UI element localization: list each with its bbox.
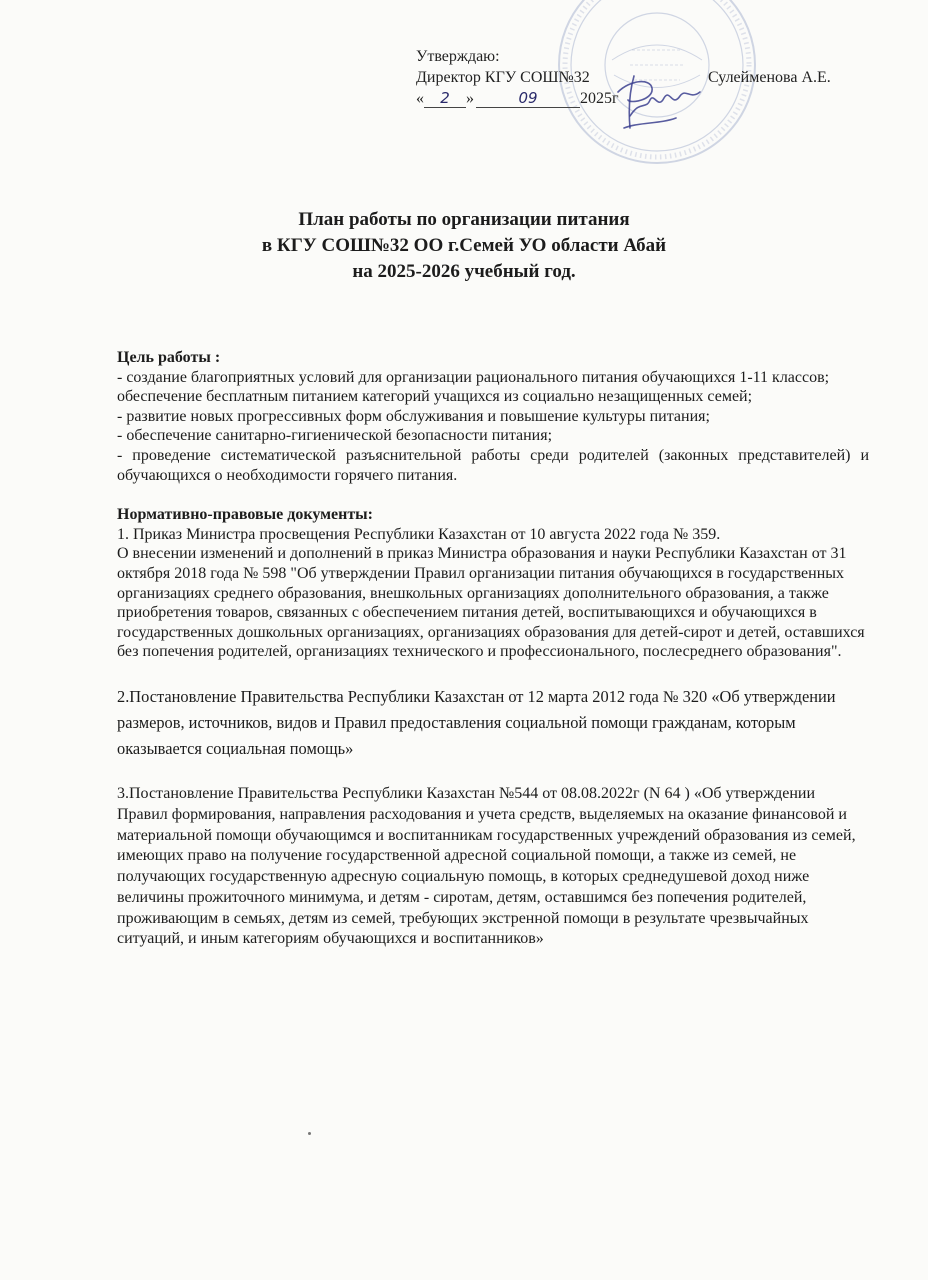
approver-position: Директор КГУ СОШ№32 [416,69,590,86]
approver-name: Сулейменова А.Е. [708,69,831,86]
regulatory-docs-section [117,505,869,950]
doc-1-body: О внесении изменений и дополнений в приказ Министра образования и науки Республики Казахстан от 31 октября 2018 года № 598 "Об утверждении Правил организации питания обучающихся в государственных организациях среднего образования, внешкольных организациях дополнительного образования, а также приобретения товаров, связанных с обеспечением питания детей, воспитывающихся и обучающихся в государственных дошкольных организациях, организациях образования для детей-сирот и детей, оставшихся без попечения родителей, организациях технического и профессионального, послесреднего образования". [117,545,865,661]
date-close-quote: » [466,90,474,107]
approval-date-row [416,88,886,109]
title-line-2: в КГУ СОШ№32 ОО г.Семей УО области Абай [261,235,667,256]
approver-position-row [416,67,886,88]
goal-heading: Цель работы : [117,349,221,366]
doc-3: 3.Постановление Правительства Республики Казахстан №544 от 08.08.2022г (N 64 ) «Об утверждении Правил формирования, направления расходования и учета средств, выделяемых на оказание финансовой и материальной помощи обучающимся и воспитанникам государственных учреждений образования из семей, имеющих право на получение государственной адресной социальной помощи, а также из семей, не получающих государственную адресную социальную помощь, в которых среднедушевой доход ниже величины прожиточного минимума, и детям - сиротам, детям, оставшимся без попечения родителей, проживающим в семьях, детям из семей, требующих экстренной помощи в результате чрезвычайных ситуаций, и иным категориям обучающихся и воспитанников» [117,784,856,948]
goal-item: обеспечение бесплатным питанием категорий учащихся из социально незащищенных семей; [117,388,753,406]
scan-speck [308,1132,311,1135]
title-line-1: План работы по организации питания [298,209,630,230]
document-title [0,207,928,285]
approval-block [416,46,886,109]
goal-section [117,348,869,485]
date-open-quote: « [416,90,424,107]
goal-item: - развитие новых прогрессивных форм обслуживания и повышение культуры питания; [117,407,710,425]
date-year: 2025г [580,90,619,107]
date-month-field: 09 [476,89,580,108]
doc-1-title: 1. Приказ Министра просвещения Республики Казахстан от 10 августа 2022 года № 359. [117,525,721,543]
approve-label: Утверждаю: [416,48,500,65]
goal-item: - создание благоприятных условий для организации рационального питания обучающихся 1-11 классов; [117,368,830,386]
date-day-field: 2 [424,89,466,108]
docs-heading: Нормативно-правовые документы: [117,506,373,524]
goal-item: - обеспечение санитарно-гигиенической безопасности питания; [117,427,553,445]
goal-item: - проведение систематической разъяснительной работы среди родителей (законных представителей) и обучающихся о необходимости горячего питания. [117,446,869,484]
doc-2: 2.Постановление Правительства Республики Казахстан от 12 марта 2012 года № 320 «Об утверждении размеров, источников, видов и Правил предоставления социальной помощи гражданам, которым оказывается социальная помощь» [117,686,836,758]
title-line-3: на 2025-2026 учебный год. [352,261,576,282]
document-body [117,348,869,950]
